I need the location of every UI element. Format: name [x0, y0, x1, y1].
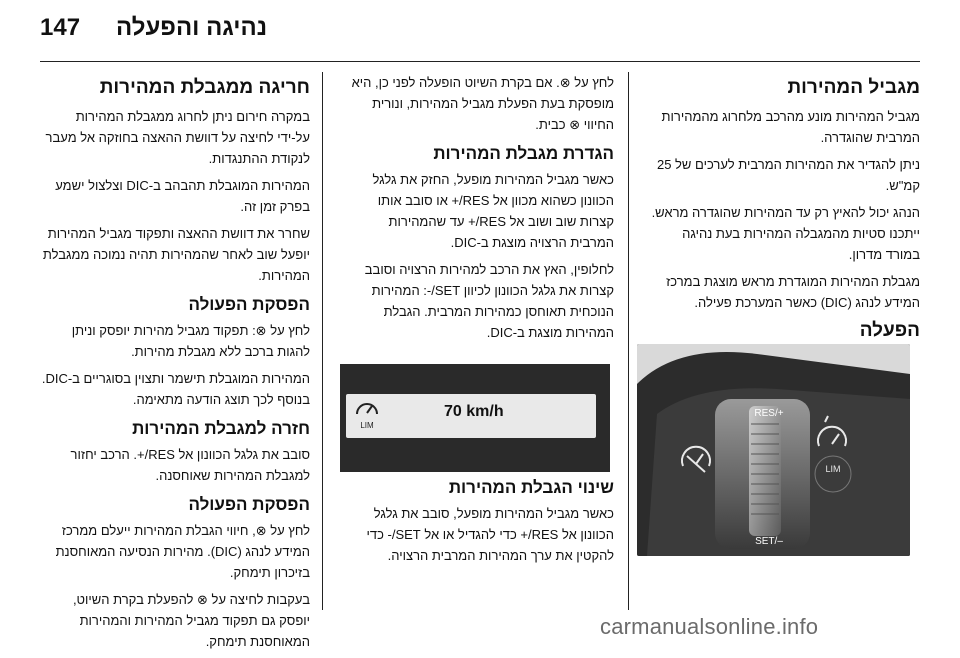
section-title-activation: הפעלה	[859, 320, 920, 341]
res-plus-label: RES/+	[754, 408, 784, 419]
steering-wheel-svg	[637, 344, 910, 556]
column-speed-limiter	[648, 72, 920, 349]
paragraph: הנהג יכול להאיץ רק עד המהירות שהוגדרה מראש. ייתכנו סטיות מהמגבלה המהירות בעת נהיגה במורד מדרון.	[651, 205, 920, 262]
paragraph: לחלופין, האץ את הרכב למהירות הרצויה וסובב קצרות את גלגל הכוונון לכיוון SET/-: המהירות הנוכחית תאוחסן כמהירות המרבית. הגבלת המהירות מוצגת ב-DIC.	[364, 262, 614, 340]
section-title-change-limit: שינוי הגבלת המהירות	[448, 478, 614, 497]
column-divider	[322, 72, 323, 610]
section-title-resume: חזרה למגבלת המהירות	[132, 419, 310, 438]
column-exceed-limit	[40, 72, 310, 658]
paragraph: המהירות המוגבלת תישמר ותצוין בסוגריים ב-DIC. בנוסף לכך תוצג הודעה מתאימה.	[41, 371, 310, 407]
paragraph: סובב את גלגל הכוונון אל RES/+. הרכב יחזור למגבלת המהירות שאוחסנה.	[70, 447, 310, 483]
display-speed-value: 70 km/h	[444, 403, 504, 420]
paragraph: מגבלת המהירות המוגדרת מראש מוצגת במרכז המידע לנהג (DIC) כאשר המערכת פעילה.	[666, 274, 920, 310]
section-title-stop: הפסקת הפעולה	[188, 495, 310, 514]
paragraph: המהירות המוגבלת תהבהב ב-DIC וצלצול ישמע בפרק זמן זה.	[55, 178, 310, 214]
lim-label: LIM	[825, 464, 841, 474]
header-rule	[40, 61, 920, 62]
paragraph: במקרה חירום ניתן לחרוג ממגבלת המהירות על-ידי לחיצה על דוושת ההאצה בחוזקה אל מעבר לנקודת ההתנגדות.	[45, 109, 310, 166]
paragraph: כאשר מגביל המהירות מופעל, סובב את גלגל הכוונון אל RES/+ כדי להגדיל או אל SET/- כדי להקטין את ערך המהירות המרבית הרצויה.	[366, 506, 614, 563]
thumbwheel-roller	[749, 406, 784, 536]
paragraph: ניתן להגדיר את המהירות המרבית לערכים של 25 קמ"ש.	[656, 157, 920, 193]
column-set-limit	[346, 72, 614, 572]
paragraph: שחרר את דוושת ההאצה ותפקוד מגביל המהירות יופעל שוב לאחר שהמהירות תהיה נמוכה ממגבלת המהירות.	[42, 226, 310, 283]
dic-display-illustration	[340, 364, 610, 472]
dic-display-panel	[346, 394, 596, 438]
paragraph: מגביל המהירות מונע מהרכב מלחרוג מהמהירות המרבית שהוגדרה.	[661, 109, 920, 145]
speed-limiter-icon	[354, 398, 380, 432]
column-divider	[628, 72, 629, 610]
page-number: 147	[40, 14, 81, 41]
section-title-set-limit: הגדרת מגבלת המהירות	[433, 144, 614, 163]
watermark: carmanualsonline.info	[600, 614, 819, 639]
chapter-title: נהיגה והפעלה	[116, 14, 268, 41]
section-title-speed-limiter: מגביל המהירות	[787, 77, 920, 98]
page-header	[0, 0, 960, 62]
paragraph: לחץ על ⊗: תפקוד מגביל מהירות יופסק וניתן להגות ברכב ללא מגבלת מהירות.	[71, 323, 310, 359]
section-title-pause: הפסקת הפעולה	[188, 295, 310, 314]
paragraph: כאשר מגביל המהירות מופעל, החזק את גלגל הכוונון כשהוא מכוון אל RES/+ או סובב אותו קצרות שוב ושוב אל RES/+ עד שהמהירות המרבית הרצויה מוצגת ב-DIC.	[372, 172, 614, 250]
paragraph: לחץ על ⊗. אם בקרת השיוט הופעלה לפני כן, היא מופסקת בעת הפעלת מגביל המהירות, ונורית החיווי ⊗ כבית.	[351, 75, 614, 132]
set-minus-label: SET/–	[755, 536, 783, 547]
steering-wheel-controls-illustration	[637, 344, 910, 556]
display-lim-label: LIM	[360, 421, 374, 430]
paragraph: בעקבות לחיצה על ⊗ להפעלת בקרת השיוט, יופסק גם תפקוד מגביל המהירות והמהירות המאוחסנת תימחק.	[72, 592, 310, 649]
paragraph: לחץ על ⊗, חיווי הגבלת המהירות ייעלם ממרכז המידע לנהג (DIC). מהירות הנסיעה המאוחסנת בזיכרון תימחק.	[55, 523, 310, 580]
section-title-exceed-limit: חריגה ממגבלת המהירות	[99, 77, 310, 98]
